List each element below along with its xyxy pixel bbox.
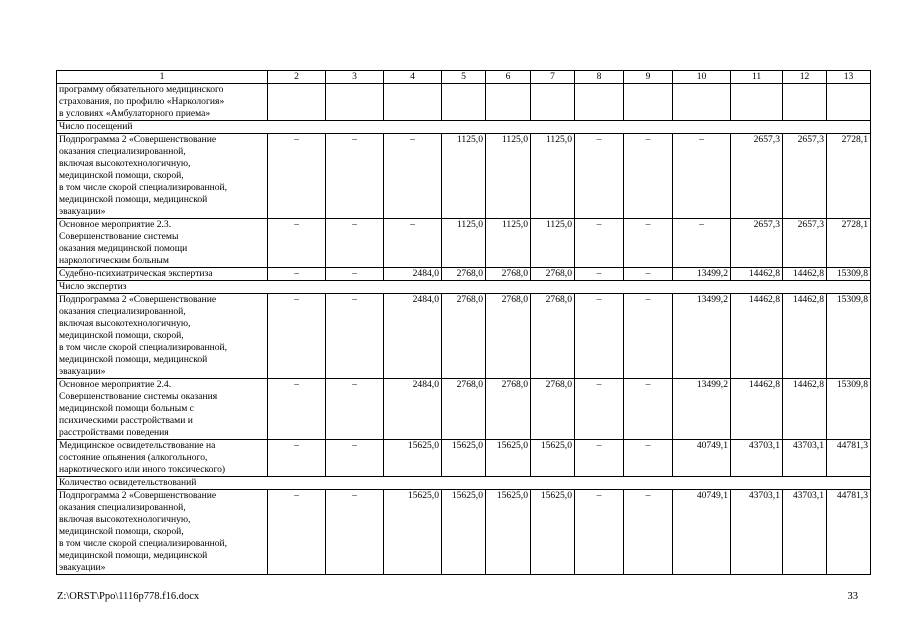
value-cell [575, 84, 624, 121]
table-row [57, 490, 871, 575]
value-cell: 15625,0 [531, 440, 575, 477]
value-cell: – [268, 219, 326, 268]
value-cell: – [268, 268, 326, 281]
value-cell [268, 84, 326, 121]
table-body [57, 71, 871, 575]
column-header: 3 [326, 71, 384, 84]
value-cell: 15625,0 [384, 440, 442, 477]
value-cell: 1125,0 [486, 219, 531, 268]
value-cell: – [575, 490, 624, 575]
value-cell: 2657,3 [731, 219, 783, 268]
value-cell: – [624, 134, 673, 219]
value-cell: 2484,0 [384, 379, 442, 440]
document-table-container [56, 70, 871, 575]
value-cell: 2484,0 [384, 268, 442, 281]
value-cell: 15309,8 [827, 379, 871, 440]
table-row [57, 294, 871, 379]
value-cell: – [326, 379, 384, 440]
column-header: 10 [673, 71, 731, 84]
value-cell: 1125,0 [442, 134, 486, 219]
value-cell: – [624, 294, 673, 379]
header-row [57, 71, 871, 84]
value-cell: – [575, 294, 624, 379]
value-cell: 44781,3 [827, 440, 871, 477]
row-label-cell: Основное мероприятие 2.4. Совершенствование системы оказания медицинской помощи больным с психическими расстройствами и расстройствами поведения [57, 379, 268, 440]
column-header: 1 [57, 71, 268, 84]
value-cell: – [268, 294, 326, 379]
table-row [57, 440, 871, 477]
column-header: 11 [731, 71, 783, 84]
column-header: 9 [624, 71, 673, 84]
value-cell: 2484,0 [384, 294, 442, 379]
row-label-cell: Подпрограмма 2 «Совершенствование оказания специализированной, включая высокотехнологичную, медицинской помощи, скорой, в том числе скорой специализированной, медицинской помощи, медицинской эвакуации» [57, 294, 268, 379]
column-header: 6 [486, 71, 531, 84]
value-cell: 43703,1 [731, 440, 783, 477]
page-number: 33 [847, 591, 858, 602]
value-cell: 1125,0 [531, 219, 575, 268]
value-cell: – [326, 219, 384, 268]
value-cell: 15309,8 [827, 268, 871, 281]
value-cell: 14462,8 [731, 294, 783, 379]
column-header: 8 [575, 71, 624, 84]
value-cell: 2768,0 [442, 379, 486, 440]
section-row [57, 477, 871, 490]
value-cell: – [673, 219, 731, 268]
value-cell: – [268, 134, 326, 219]
value-cell: 13499,2 [673, 268, 731, 281]
row-label-cell: Судебно-психиатрическая экспертиза [57, 268, 268, 281]
value-cell: 2768,0 [486, 379, 531, 440]
value-cell: 2657,3 [783, 219, 827, 268]
column-header: 2 [268, 71, 326, 84]
row-label-cell: Основное мероприятие 2.3. Совершенствование системы оказания медицинской помощи наркологическим больным [57, 219, 268, 268]
row-label-cell: программу обязательного медицинского страхования, по профилю «Наркология» в условиях «Амбулаторного приема» [57, 84, 268, 121]
value-cell: – [624, 490, 673, 575]
row-label-cell: Медицинское освидетельствование на состояние опьянения (алкогольного, наркотического или иного токсического) [57, 440, 268, 477]
column-header: 7 [531, 71, 575, 84]
value-cell: 15625,0 [442, 490, 486, 575]
value-cell [486, 84, 531, 121]
value-cell [731, 84, 783, 121]
column-header: 13 [827, 71, 871, 84]
value-cell [783, 84, 827, 121]
value-cell: – [673, 134, 731, 219]
value-cell: 13499,2 [673, 379, 731, 440]
row-label-cell: Подпрограмма 2 «Совершенствование оказания специализированной, включая высокотехнологичную, медицинской помощи, скорой, в том числе скорой специализированной, медицинской помощи, медицинской эвакуации» [57, 490, 268, 575]
value-cell: – [268, 490, 326, 575]
value-cell: – [326, 268, 384, 281]
value-cell [531, 84, 575, 121]
table-row [57, 134, 871, 219]
section-label: Число посещений [57, 121, 871, 134]
value-cell: 15625,0 [442, 440, 486, 477]
value-cell: 43703,1 [731, 490, 783, 575]
section-label: Число экспертиз [57, 281, 871, 294]
value-cell: 40749,1 [673, 440, 731, 477]
value-cell: – [624, 268, 673, 281]
value-cell: – [326, 490, 384, 575]
value-cell: 2768,0 [531, 294, 575, 379]
value-cell: – [624, 219, 673, 268]
section-row [57, 121, 871, 134]
value-cell: 2768,0 [531, 379, 575, 440]
value-cell: 2768,0 [486, 268, 531, 281]
column-header: 12 [783, 71, 827, 84]
value-cell: 15625,0 [531, 490, 575, 575]
value-cell: – [575, 268, 624, 281]
value-cell [384, 84, 442, 121]
value-cell: 13499,2 [673, 294, 731, 379]
value-cell: – [624, 379, 673, 440]
value-cell: – [624, 440, 673, 477]
value-cell: – [575, 379, 624, 440]
value-cell: 2768,0 [442, 294, 486, 379]
value-cell: – [384, 134, 442, 219]
value-cell: 2768,0 [531, 268, 575, 281]
value-cell: 2657,3 [731, 134, 783, 219]
section-row [57, 281, 871, 294]
value-cell: – [384, 219, 442, 268]
value-cell: 43703,1 [783, 490, 827, 575]
value-cell: – [268, 440, 326, 477]
value-cell [326, 84, 384, 121]
value-cell: 40749,1 [673, 490, 731, 575]
data-table [56, 70, 871, 575]
value-cell: – [326, 134, 384, 219]
value-cell: – [575, 440, 624, 477]
value-cell: – [326, 294, 384, 379]
row-label-cell: Подпрограмма 2 «Совершенствование оказания специализированной, включая высокотехнологичную, медицинской помощи, скорой, в том числе скорой специализированной, медицинской помощи, медицинской эвакуации» [57, 134, 268, 219]
value-cell: 2657,3 [783, 134, 827, 219]
table-row [57, 84, 871, 121]
value-cell [827, 84, 871, 121]
value-cell: 2768,0 [442, 268, 486, 281]
value-cell [442, 84, 486, 121]
value-cell: – [268, 379, 326, 440]
table-row [57, 219, 871, 268]
value-cell [673, 84, 731, 121]
value-cell: 1125,0 [442, 219, 486, 268]
value-cell: 44781,3 [827, 490, 871, 575]
value-cell: – [326, 440, 384, 477]
value-cell: – [575, 134, 624, 219]
value-cell: 1125,0 [531, 134, 575, 219]
section-label: Количество освидетельствований [57, 477, 871, 490]
value-cell: 14462,8 [783, 268, 827, 281]
value-cell: 15309,8 [827, 294, 871, 379]
footer-file-path: Z:\ORST\Ppo\1116p778.f16.docx [57, 591, 200, 602]
table-row [57, 268, 871, 281]
value-cell: 2728,1 [827, 219, 871, 268]
value-cell: – [575, 219, 624, 268]
value-cell: 15625,0 [486, 490, 531, 575]
value-cell: 14462,8 [783, 379, 827, 440]
value-cell: 1125,0 [486, 134, 531, 219]
column-header: 4 [384, 71, 442, 84]
value-cell: 14462,8 [731, 379, 783, 440]
value-cell: 43703,1 [783, 440, 827, 477]
value-cell: 2728,1 [827, 134, 871, 219]
column-header: 5 [442, 71, 486, 84]
value-cell [624, 84, 673, 121]
value-cell: 15625,0 [384, 490, 442, 575]
value-cell: 2768,0 [486, 294, 531, 379]
value-cell: 14462,8 [731, 268, 783, 281]
table-row [57, 379, 871, 440]
value-cell: 14462,8 [783, 294, 827, 379]
value-cell: 15625,0 [486, 440, 531, 477]
